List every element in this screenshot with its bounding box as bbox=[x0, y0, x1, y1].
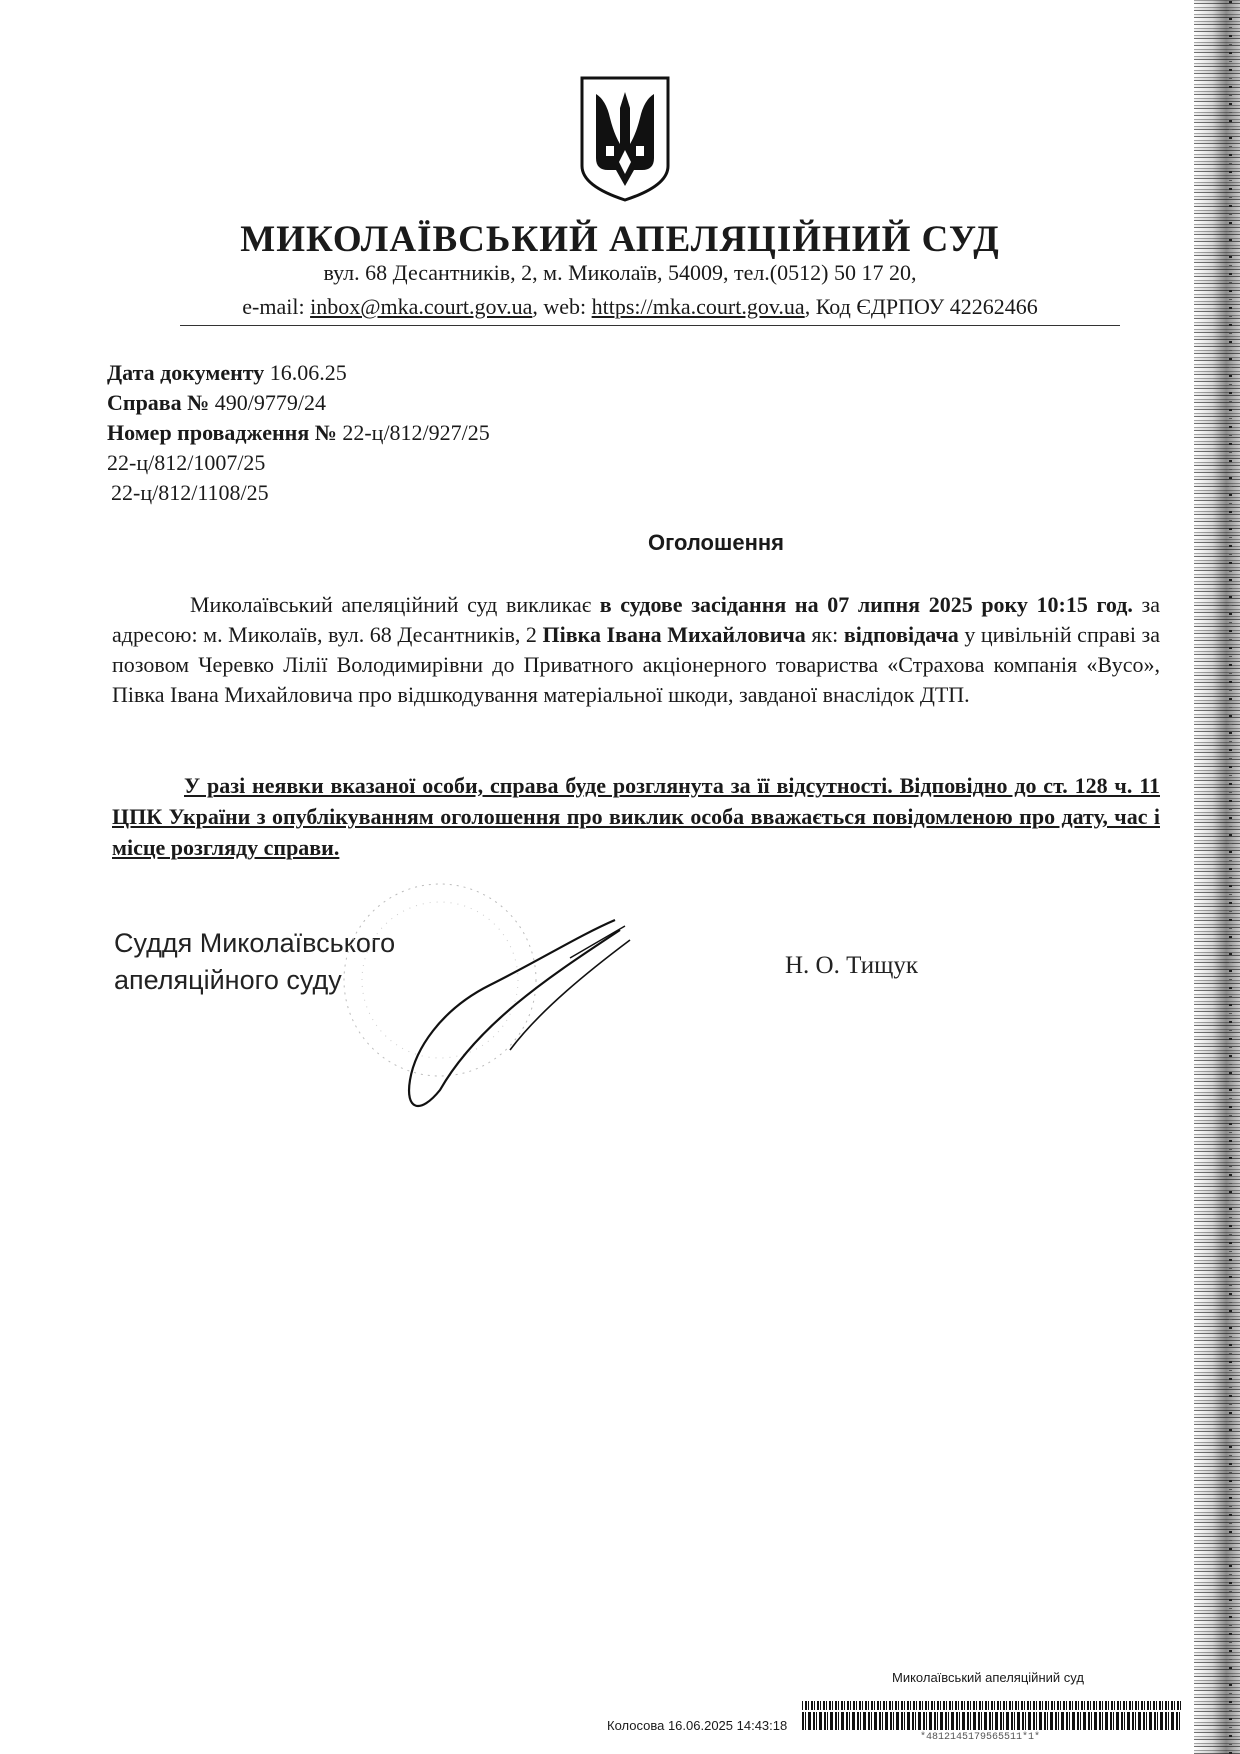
announcement-title: Оголошення bbox=[648, 530, 784, 555]
proceeding-value: 22-ц/812/927/25 bbox=[342, 420, 490, 445]
date-label: Дата документу bbox=[107, 360, 265, 385]
case-value: 490/9779/24 bbox=[214, 390, 327, 415]
party-role: відповідача bbox=[843, 622, 959, 647]
meta-proceeding-row bbox=[107, 418, 490, 448]
date-value: 16.06.25 bbox=[269, 360, 347, 385]
handwritten-signature bbox=[330, 860, 660, 1120]
web-label: , web: bbox=[532, 294, 592, 319]
body-text-4: у цивільній справі за позовом Черевко Лілії Володимирівни до Приватного акціонерного товариства «Страхова компанія «Вусо», Півка Івана Михайловича про відшкодування матеріальної шкоди, завданої внаслідок ДТП. bbox=[112, 622, 1161, 707]
barcode-number: *4812145179565511*1* bbox=[920, 1732, 1041, 1743]
edrpou-code: , Код ЄДРПОУ 42262466 bbox=[804, 294, 1038, 319]
judge-title-line-1: Суддя Миколаївського bbox=[114, 928, 396, 958]
header-divider bbox=[180, 325, 1120, 326]
web-link[interactable]: https://mka.court.gov.ua bbox=[591, 294, 805, 319]
proceeding-extra-2: 22-ц/812/1108/25 bbox=[111, 480, 269, 505]
hearing-date: в судове засідання на 07 липня 2025 року 10:15 год. bbox=[599, 592, 1133, 617]
footer-court-name: Миколаївський апеляційний суд bbox=[892, 1670, 1084, 1685]
barcode-top-icon bbox=[802, 1701, 1182, 1710]
judge-name: Н. О. Тищук bbox=[785, 952, 919, 979]
body-text-2: за адресою: м. Миколаїв, вул. 68 Десантників, 2 bbox=[112, 592, 1160, 647]
meta-date-row bbox=[107, 358, 490, 388]
announcement-body bbox=[112, 590, 1160, 710]
proceeding-label: Номер провадження № bbox=[107, 420, 337, 445]
defendant-name: Півка Івана Михайловича bbox=[542, 622, 806, 647]
coat-of-arms-icon bbox=[578, 74, 672, 204]
proceeding-extra-1: 22-ц/812/1007/25 bbox=[107, 450, 266, 475]
court-address: вул. 68 Десантників, 2, м. Миколаїв, 54009, тел.(0512) 50 17 20, bbox=[323, 260, 917, 285]
meta-case-row bbox=[107, 388, 490, 418]
barcode-icon bbox=[802, 1712, 1182, 1730]
warning-paragraph: У разі неявки вказаної особи, справа буде розглянута за її відсутності. Відповідно до ст. 128 ч. 11 ЦПК України з опублікуванням оголошення про виклик особа вважається повідомленою про дату, час і місце розгляду справи. bbox=[112, 773, 1160, 860]
judge-title-line-2: апеляційного суду bbox=[114, 965, 342, 995]
email-label: e-mail: bbox=[242, 294, 311, 319]
document-meta bbox=[107, 358, 490, 508]
court-contacts bbox=[180, 294, 1100, 320]
announcement-paragraph bbox=[112, 590, 1160, 710]
court-name: МИКОЛАЇВСЬКИЙ АПЕЛЯЦІЙНИЙ СУД bbox=[240, 219, 1000, 260]
footer-registrar: Колосова 16.06.2025 14:43:18 bbox=[607, 1718, 788, 1733]
case-label: Справа № bbox=[107, 390, 210, 415]
email-link[interactable]: inbox@mka.court.gov.ua bbox=[310, 294, 533, 319]
body-text-3: як: bbox=[805, 622, 844, 647]
body-text-1: Миколаївський апеляційний суд викликає bbox=[190, 592, 600, 617]
